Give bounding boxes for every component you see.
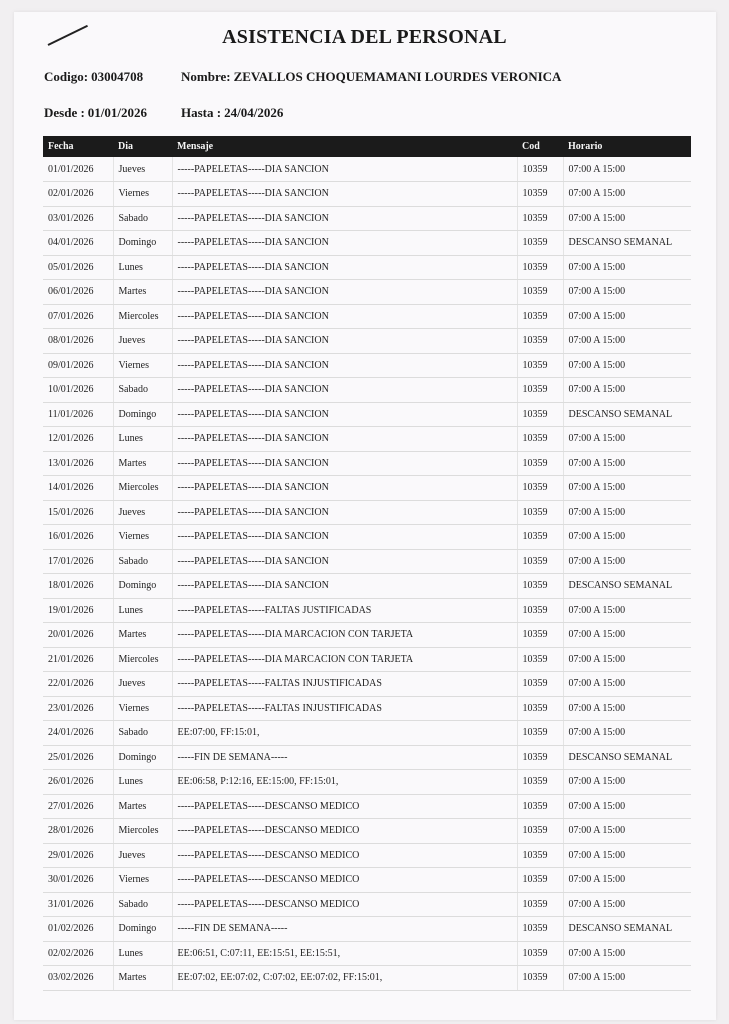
codigo-field <box>44 69 143 85</box>
cell-dia: Lunes <box>113 598 172 623</box>
cell-horario: 07:00 A 15:00 <box>563 843 691 868</box>
table-row <box>43 917 691 942</box>
cell-dia: Miercoles <box>113 819 172 844</box>
cell-horario: 07:00 A 15:00 <box>563 378 691 403</box>
cell-fecha: 26/01/2026 <box>43 770 113 795</box>
table-body <box>43 157 691 990</box>
hasta-field <box>181 105 283 121</box>
cell-mensaje: -----PAPELETAS-----FALTAS INJUSTIFICADAS <box>172 696 517 721</box>
cell-cod: 10359 <box>517 206 563 231</box>
hasta-label: Hasta : <box>181 105 222 120</box>
cell-mensaje: -----PAPELETAS-----DIA SANCION <box>172 231 517 256</box>
cell-fecha: 21/01/2026 <box>43 647 113 672</box>
cell-mensaje: -----PAPELETAS-----DIA SANCION <box>172 476 517 501</box>
cell-mensaje: -----PAPELETAS-----DESCANSO MEDICO <box>172 819 517 844</box>
cell-mensaje: -----PAPELETAS-----DIA SANCION <box>172 182 517 207</box>
table-row <box>43 966 691 991</box>
table-row <box>43 672 691 697</box>
cell-cod: 10359 <box>517 745 563 770</box>
cell-cod: 10359 <box>517 280 563 305</box>
cell-fecha: 02/02/2026 <box>43 941 113 966</box>
cell-fecha: 01/01/2026 <box>43 157 113 182</box>
table-row <box>43 255 691 280</box>
cell-mensaje: -----PAPELETAS-----DIA SANCION <box>172 427 517 452</box>
cell-horario: 07:00 A 15:00 <box>563 157 691 182</box>
cell-dia: Martes <box>113 280 172 305</box>
attendance-table <box>43 136 691 991</box>
desde-field <box>44 105 147 121</box>
cell-fecha: 28/01/2026 <box>43 819 113 844</box>
cell-cod: 10359 <box>517 868 563 893</box>
cell-mensaje: -----PAPELETAS-----FALTAS INJUSTIFICADAS <box>172 672 517 697</box>
cell-mensaje: EE:07:00, FF:15:01, <box>172 721 517 746</box>
table-row <box>43 304 691 329</box>
cell-horario: 07:00 A 15:00 <box>563 206 691 231</box>
cell-fecha: 04/01/2026 <box>43 231 113 256</box>
cell-mensaje: -----PAPELETAS-----DESCANSO MEDICO <box>172 892 517 917</box>
cell-cod: 10359 <box>517 770 563 795</box>
cell-horario: 07:00 A 15:00 <box>563 353 691 378</box>
cell-horario: 07:00 A 15:00 <box>563 966 691 991</box>
cell-fecha: 22/01/2026 <box>43 672 113 697</box>
cell-cod: 10359 <box>517 696 563 721</box>
cell-fecha: 20/01/2026 <box>43 623 113 648</box>
cell-mensaje: -----PAPELETAS-----DIA SANCION <box>172 451 517 476</box>
cell-fecha: 09/01/2026 <box>43 353 113 378</box>
cell-dia: Martes <box>113 966 172 991</box>
cell-fecha: 08/01/2026 <box>43 329 113 354</box>
cell-cod: 10359 <box>517 451 563 476</box>
cell-dia: Jueves <box>113 500 172 525</box>
table-row <box>43 549 691 574</box>
table-row <box>43 476 691 501</box>
cell-dia: Domingo <box>113 574 172 599</box>
cell-horario: 07:00 A 15:00 <box>563 427 691 452</box>
cell-horario: 07:00 A 15:00 <box>563 892 691 917</box>
cell-fecha: 03/01/2026 <box>43 206 113 231</box>
cell-fecha: 30/01/2026 <box>43 868 113 893</box>
cell-horario: 07:00 A 15:00 <box>563 794 691 819</box>
cell-fecha: 24/01/2026 <box>43 721 113 746</box>
cell-cod: 10359 <box>517 157 563 182</box>
cell-cod: 10359 <box>517 304 563 329</box>
cell-cod: 10359 <box>517 353 563 378</box>
table-row <box>43 231 691 256</box>
cell-dia: Viernes <box>113 353 172 378</box>
cell-mensaje: -----PAPELETAS-----DIA SANCION <box>172 280 517 305</box>
cell-cod: 10359 <box>517 941 563 966</box>
table-row <box>43 770 691 795</box>
cell-horario: 07:00 A 15:00 <box>563 819 691 844</box>
table-row <box>43 378 691 403</box>
cell-fecha: 27/01/2026 <box>43 794 113 819</box>
cell-cod: 10359 <box>517 892 563 917</box>
cell-dia: Sabado <box>113 206 172 231</box>
cell-mensaje: -----PAPELETAS-----DIA SANCION <box>172 157 517 182</box>
column-header-horario: Horario <box>563 136 691 157</box>
cell-mensaje: -----PAPELETAS-----DIA SANCION <box>172 525 517 550</box>
cell-horario: 07:00 A 15:00 <box>563 770 691 795</box>
table-row <box>43 647 691 672</box>
cell-dia: Lunes <box>113 941 172 966</box>
desde-value: 01/01/2026 <box>87 105 148 120</box>
cell-cod: 10359 <box>517 255 563 280</box>
desde-label: Desde : <box>44 105 85 120</box>
table-row <box>43 427 691 452</box>
cell-horario: 07:00 A 15:00 <box>563 304 691 329</box>
cell-fecha: 18/01/2026 <box>43 574 113 599</box>
cell-horario: DESCANSO SEMANAL <box>563 402 691 427</box>
cell-dia: Sabado <box>113 549 172 574</box>
cell-mensaje: EE:06:58, P:12:16, EE:15:00, FF:15:01, <box>172 770 517 795</box>
cell-dia: Domingo <box>113 402 172 427</box>
cell-dia: Sabado <box>113 378 172 403</box>
cell-dia: Miercoles <box>113 647 172 672</box>
cell-fecha: 05/01/2026 <box>43 255 113 280</box>
cell-fecha: 25/01/2026 <box>43 745 113 770</box>
cell-dia: Domingo <box>113 231 172 256</box>
codigo-label: Codigo: <box>44 69 89 84</box>
cell-cod: 10359 <box>517 402 563 427</box>
cell-mensaje: -----PAPELETAS-----DIA MARCACION CON TARJETA <box>172 647 517 672</box>
cell-fecha: 17/01/2026 <box>43 549 113 574</box>
cell-horario: DESCANSO SEMANAL <box>563 231 691 256</box>
cell-fecha: 02/01/2026 <box>43 182 113 207</box>
cell-cod: 10359 <box>517 819 563 844</box>
cell-dia: Lunes <box>113 255 172 280</box>
cell-mensaje: -----PAPELETAS-----DESCANSO MEDICO <box>172 794 517 819</box>
cell-cod: 10359 <box>517 574 563 599</box>
cell-fecha: 06/01/2026 <box>43 280 113 305</box>
cell-horario: 07:00 A 15:00 <box>563 182 691 207</box>
cell-horario: 07:00 A 15:00 <box>563 255 691 280</box>
cell-dia: Martes <box>113 794 172 819</box>
table-row <box>43 941 691 966</box>
table-row <box>43 206 691 231</box>
column-header-dia: Dia <box>113 136 172 157</box>
cell-horario: 07:00 A 15:00 <box>563 476 691 501</box>
cell-fecha: 16/01/2026 <box>43 525 113 550</box>
cell-dia: Lunes <box>113 770 172 795</box>
cell-dia: Sabado <box>113 721 172 746</box>
cell-dia: Jueves <box>113 157 172 182</box>
nombre-field <box>181 69 561 85</box>
cell-horario: 07:00 A 15:00 <box>563 623 691 648</box>
cell-horario: 07:00 A 15:00 <box>563 696 691 721</box>
cell-mensaje: EE:07:02, EE:07:02, C:07:02, EE:07:02, FF:15:01, <box>172 966 517 991</box>
table-row <box>43 868 691 893</box>
cell-dia: Domingo <box>113 745 172 770</box>
column-header-fecha: Fecha <box>43 136 113 157</box>
cell-cod: 10359 <box>517 672 563 697</box>
cell-cod: 10359 <box>517 966 563 991</box>
cell-cod: 10359 <box>517 721 563 746</box>
cell-fecha: 07/01/2026 <box>43 304 113 329</box>
table-header <box>43 136 691 157</box>
cell-cod: 10359 <box>517 182 563 207</box>
cell-fecha: 19/01/2026 <box>43 598 113 623</box>
cell-fecha: 14/01/2026 <box>43 476 113 501</box>
table-row <box>43 721 691 746</box>
cell-fecha: 10/01/2026 <box>43 378 113 403</box>
cell-fecha: 23/01/2026 <box>43 696 113 721</box>
cell-mensaje: -----PAPELETAS-----DESCANSO MEDICO <box>172 843 517 868</box>
document-title: ASISTENCIA DEL PERSONAL <box>222 26 507 48</box>
table-row <box>43 353 691 378</box>
cell-mensaje: -----PAPELETAS-----DIA SANCION <box>172 304 517 329</box>
cell-horario: 07:00 A 15:00 <box>563 451 691 476</box>
table-row <box>43 525 691 550</box>
cell-dia: Miercoles <box>113 476 172 501</box>
cell-dia: Miercoles <box>113 304 172 329</box>
table-row <box>43 280 691 305</box>
cell-mensaje: -----PAPELETAS-----DIA SANCION <box>172 255 517 280</box>
nombre-label: Nombre: <box>181 69 231 84</box>
cell-cod: 10359 <box>517 329 563 354</box>
cell-mensaje: -----PAPELETAS-----DIA SANCION <box>172 329 517 354</box>
cell-horario: 07:00 A 15:00 <box>563 549 691 574</box>
table-row <box>43 892 691 917</box>
table-row <box>43 182 691 207</box>
cell-fecha: 01/02/2026 <box>43 917 113 942</box>
cell-mensaje: -----PAPELETAS-----DIA SANCION <box>172 402 517 427</box>
cell-dia: Sabado <box>113 892 172 917</box>
cell-cod: 10359 <box>517 794 563 819</box>
cell-dia: Viernes <box>113 696 172 721</box>
cell-cod: 10359 <box>517 427 563 452</box>
column-header-mensaje: Mensaje <box>172 136 517 157</box>
cell-mensaje: -----PAPELETAS-----FALTAS JUSTIFICADAS <box>172 598 517 623</box>
cell-fecha: 31/01/2026 <box>43 892 113 917</box>
table-row <box>43 794 691 819</box>
cell-horario: 07:00 A 15:00 <box>563 868 691 893</box>
cell-dia: Jueves <box>113 329 172 354</box>
cell-cod: 10359 <box>517 549 563 574</box>
cell-horario: 07:00 A 15:00 <box>563 329 691 354</box>
cell-cod: 10359 <box>517 476 563 501</box>
cell-dia: Viernes <box>113 525 172 550</box>
table-row <box>43 598 691 623</box>
cell-horario: DESCANSO SEMANAL <box>563 574 691 599</box>
cell-cod: 10359 <box>517 647 563 672</box>
cell-mensaje: -----PAPELETAS-----DIA SANCION <box>172 206 517 231</box>
cell-mensaje: -----PAPELETAS-----DESCANSO MEDICO <box>172 868 517 893</box>
cell-dia: Martes <box>113 623 172 648</box>
cell-mensaje: -----PAPELETAS-----DIA SANCION <box>172 353 517 378</box>
cell-mensaje: EE:06:51, C:07:11, EE:15:51, EE:15:51, <box>172 941 517 966</box>
cell-fecha: 29/01/2026 <box>43 843 113 868</box>
cell-cod: 10359 <box>517 231 563 256</box>
codigo-value: 03004708 <box>91 69 144 84</box>
nombre-value: ZEVALLOS CHOQUEMAMANI LOURDES VERONICA <box>233 69 562 84</box>
cell-dia: Domingo <box>113 917 172 942</box>
table-row <box>43 574 691 599</box>
cell-fecha: 15/01/2026 <box>43 500 113 525</box>
cell-cod: 10359 <box>517 500 563 525</box>
cell-horario: DESCANSO SEMANAL <box>563 745 691 770</box>
table-row <box>43 329 691 354</box>
cell-cod: 10359 <box>517 623 563 648</box>
cell-dia: Jueves <box>113 843 172 868</box>
cell-horario: DESCANSO SEMANAL <box>563 917 691 942</box>
hasta-value: 24/04/2026 <box>224 105 284 120</box>
cell-horario: 07:00 A 15:00 <box>563 941 691 966</box>
cell-mensaje: -----PAPELETAS-----DIA SANCION <box>172 574 517 599</box>
cell-dia: Viernes <box>113 182 172 207</box>
table-row <box>43 819 691 844</box>
cell-cod: 10359 <box>517 917 563 942</box>
cell-cod: 10359 <box>517 598 563 623</box>
table-row <box>43 623 691 648</box>
cell-dia: Lunes <box>113 427 172 452</box>
cell-dia: Martes <box>113 451 172 476</box>
cell-mensaje: -----FIN DE SEMANA----- <box>172 917 517 942</box>
cell-horario: 07:00 A 15:00 <box>563 721 691 746</box>
cell-horario: 07:00 A 15:00 <box>563 280 691 305</box>
cell-fecha: 12/01/2026 <box>43 427 113 452</box>
column-header-cod: Cod <box>517 136 563 157</box>
table-row <box>43 451 691 476</box>
cell-horario: 07:00 A 15:00 <box>563 647 691 672</box>
cell-fecha: 13/01/2026 <box>43 451 113 476</box>
cell-dia: Jueves <box>113 672 172 697</box>
table-row <box>43 696 691 721</box>
cell-cod: 10359 <box>517 378 563 403</box>
cell-cod: 10359 <box>517 525 563 550</box>
cell-mensaje: -----PAPELETAS-----DIA SANCION <box>172 500 517 525</box>
table-row <box>43 500 691 525</box>
table-row <box>43 843 691 868</box>
cell-horario: 07:00 A 15:00 <box>563 500 691 525</box>
cell-horario: 07:00 A 15:00 <box>563 672 691 697</box>
cell-mensaje: -----PAPELETAS-----DIA SANCION <box>172 378 517 403</box>
table-row <box>43 402 691 427</box>
cell-mensaje: -----PAPELETAS-----DIA SANCION <box>172 549 517 574</box>
cell-horario: 07:00 A 15:00 <box>563 598 691 623</box>
cell-fecha: 03/02/2026 <box>43 966 113 991</box>
cell-dia: Viernes <box>113 868 172 893</box>
cell-cod: 10359 <box>517 843 563 868</box>
table-row <box>43 745 691 770</box>
table-row <box>43 157 691 182</box>
cell-mensaje: -----PAPELETAS-----DIA MARCACION CON TARJETA <box>172 623 517 648</box>
cell-mensaje: -----FIN DE SEMANA----- <box>172 745 517 770</box>
cell-fecha: 11/01/2026 <box>43 402 113 427</box>
cell-horario: 07:00 A 15:00 <box>563 525 691 550</box>
